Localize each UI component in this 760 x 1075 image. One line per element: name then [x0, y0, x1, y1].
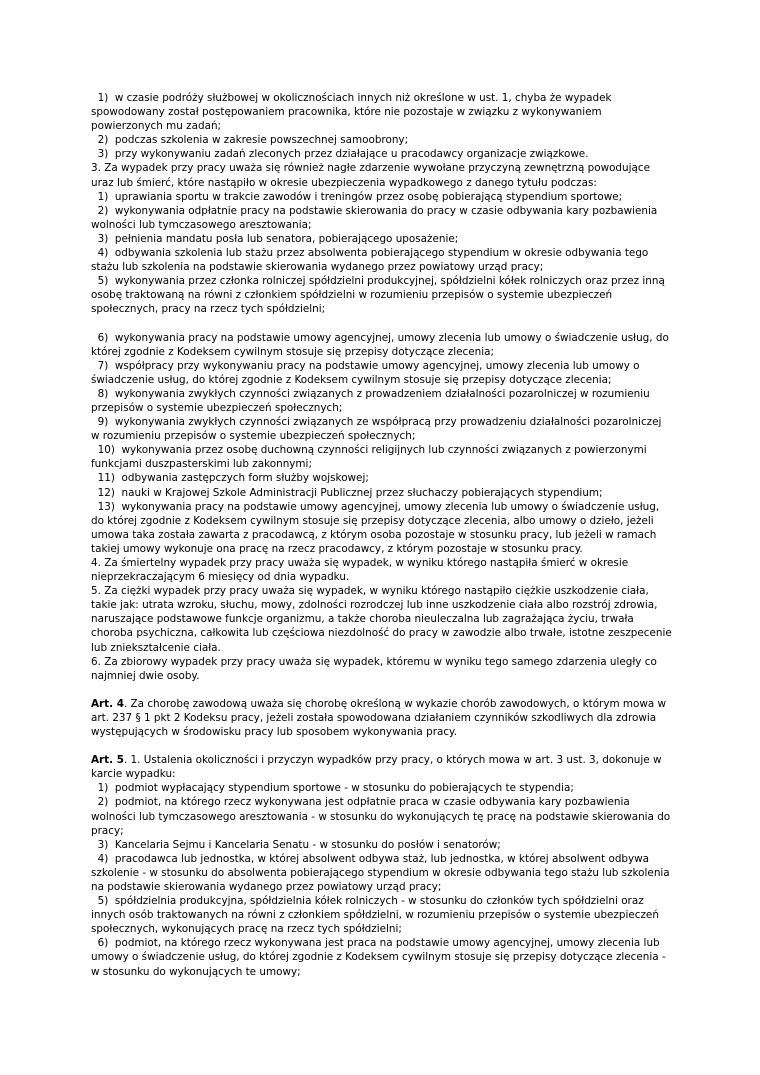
paragraph-gap [91, 739, 673, 753]
document-body [91, 91, 673, 979]
list-item: 6) wykonywania pracy na podstawie umowy agencyjnej, umowy zlecenia lub umowy o świadczenie usług, do której zgodnie z Kodeksem cywilnym stosuje się przepisy dotyczące zlecenia; [91, 331, 669, 358]
list-item: 8) wykonywania zwykłych czynności związanych z prowadzeniem działalności pozarolniczej w rozumieniu przepisów o systemie ubezpieczeń społecznych; [91, 387, 650, 414]
list-item: 3) pełnienia mandatu posła lub senatora, pobierającego uposażenie; [91, 232, 459, 245]
paragraph-6-collective: 6. Za zbiorowy wypadek przy pracy uważa się wypadek, któremu w wyniku tego samego zdarzenia uległy co najmniej dwie osoby. [91, 655, 657, 682]
article-5-text: . 1. Ustalenia okoliczności i przyczyn wypadków przy pracy, o których mowa w art. 3 ust. 3, dokonuje w karcie wypadku: [91, 754, 662, 781]
point-3-union-tasks: 3) przy wykonywaniu zadań zleconych przez działające u pracodawcy organizacje związkowe. [91, 148, 589, 161]
list-item: 4) pracodawca lub jednostka, w której absolwent odbywa staż, lub jednostka, w której absolwent odbywa szkolenie - w stosunku do absolwenta pobierającego stypendium w okresie odbywania tego stażu lub szkolenia na podstawie skierowania wydanego przez powiatowy urząd pracy; [91, 852, 670, 893]
point-2-self-defense: 2) podczas szkolenia w zakresie powszechnej samoobrony; [91, 134, 409, 147]
list-item: 4) odbywania szkolenia lub stażu przez absolwenta pobierającego stypendium w okresie odbywania tego stażu lub szkolenia na podstawie skierowania wydanego przez powiatowy urząd pracy; [91, 247, 649, 274]
paragraph-gap [91, 683, 673, 697]
article-4-text: . Za chorobę zawodową uważa się chorobę określoną w wykazie chorób zawodowych, o którym mowa w art. 237 § 1 pkt 2 Kodeksu pracy, jeżeli została spowodowana działaniem czynników szkodliwych dla zdrowia występujących w środowisku pracy lub sposobem wykonywania pracy. [91, 697, 667, 739]
paragraph-4-fatal: 4. Za śmiertelny wypadek przy pracy uważa się wypadek, w wyniku którego nastąpiła śmierć w okresie nieprzekraczającym 6 miesięcy od dnia wypadku. [91, 557, 629, 584]
paragraph-gap [91, 317, 673, 331]
list-item: 13) wykonywania pracy na podstawie umowy agencyjnej, umowy zlecenia lub umowy o świadczenie usług, do której zgodnie z Kodeksem cywilnym stosuje się przepisy dotyczące zlecenia, albo umowy o dzieło, jeżeli umowa taka została zawarta z pracodawcą, z którym osoba pozostaje w stosunku pracy, lub jeżeli w ramach takiej umowy wykonuje ona pracę na rzecz pracodawcy, z którym pozostaje w stosunku pracy. [91, 500, 660, 555]
list-item: 6) podmiot, na którego rzecz wykonywana jest praca na podstawie umowy agencyjnej, umowy zlecenia lub umowy o świadczenie usług, do której zgodnie z Kodeksem cywilnym stosuje się przepisy dotyczące zlecenia - w stosunku do wykonujących te umowy; [91, 937, 666, 978]
list-item: 9) wykonywania zwykłych czynności związanych ze współpracą przy prowadzeniu działalności pozarolniczej w rozumieniu przepisów o systemie ubezpieczeń społecznych; [91, 416, 662, 443]
list-item: 12) nauki w Krajowej Szkole Administracji Publicznej przez słuchaczy pobierających stypendium; [91, 486, 603, 499]
article-4 [91, 697, 673, 739]
list-item: 3) Kancelaria Sejmu i Kancelaria Senatu - w stosunku do posłów i senatorów; [91, 838, 501, 851]
list-item: 2) podmiot, na którego rzecz wykonywana jest odpłatnie praca w czasie odbywania kary pozbawienia wolności lub tymczasowego aresztowania - w stosunku do wykonujących tę pracę na podstawie skierowania do pracy; [91, 796, 671, 837]
paragraph-5-serious: 5. Za ciężki wypadek przy pracy uważa się wypadek, w wyniku którego nastąpiło ciężkie uszkodzenie ciała, takie jak: utrata wzroku, słuchu, mowy, zdolności rozrodczej lub inne uszkodzenie ciała albo rozstrój zdrowia, naruszające podstawowe funkcje organizmu, a także choroba nieuleczalna lub zagrażająca życiu, trwała choroba psychiczna, całkowita lub częściowa niezdolność do pracy w zawodzie albo trwałe, istotne zeszpecenie lub zniekształcenie ciała. [91, 585, 672, 654]
point-1-travel: 1) w czasie podróży służbowej w okolicznościach innych niż określone w ust. 1, chyba że wypadek spowodowany został postępowaniem pracownika, które nie pozostaje w związku z wykonywaniem powierzonych mu zadań; [91, 92, 612, 133]
article-5 [91, 753, 673, 781]
list-item: 1) uprawiania sportu w trakcie zawodów i treningów przez osobę pobierającą stypendium sportowe; [91, 190, 623, 203]
paragraph-3-intro: 3. Za wypadek przy pracy uważa się również nagłe zdarzenie wywołane przyczyną zewnętrzną powodujące uraz lub śmierć, które nastąpiło w okresie ubezpieczenia wypadkowego z danego tytułu podczas: [91, 162, 650, 189]
list-item: 5) spółdzielnia produkcyjna, spółdzielnia kółek rolniczych - w stosunku do członków tych spółdzielni oraz innych osób traktowanych na równi z członkiem spółdzielni, w rozumieniu przepisów o systemie ubezpieczeń społecznych, wykonujących pracę na rzecz tych spółdzielni; [91, 895, 659, 936]
list-item: 7) współpracy przy wykonywaniu pracy na podstawie umowy agencyjnej, umowy zlecenia lub umowy o świadczenie usług, do której zgodnie z Kodeksem cywilnym stosuje się przepisy dotyczące zlecenia; [91, 359, 640, 386]
list-item: 10) wykonywania przez osobę duchowną czynności religijnych lub czynności związanych z powierzonymi funkcjami duszpasterskimi lub zakonnymi; [91, 444, 647, 471]
list-item: 2) wykonywania odpłatnie pracy na podstawie skierowania do pracy w czasie odbywania kary pozbawienia wolności lub tymczasowego aresztowania; [91, 204, 658, 231]
list-item: 11) odbywania zastępczych form służby wojskowej; [91, 472, 369, 485]
list-item: 1) podmiot wypłacający stypendium sportowe - w stosunku do pobierających te stypendia; [91, 782, 574, 795]
article-5-heading: Art. 5 [91, 754, 124, 767]
list-item: 5) wykonywania przez członka rolniczej spółdzielni produkcyjnej, spółdzielni kółek rolniczych oraz przez inną osobę traktowaną na równi z członkiem spółdzielni w rozumieniu przepisów o systemie ubezpieczeń społecznych, pracy na rzecz tych spółdzielni; [91, 275, 665, 316]
article-4-heading: Art. 4 [91, 697, 124, 710]
